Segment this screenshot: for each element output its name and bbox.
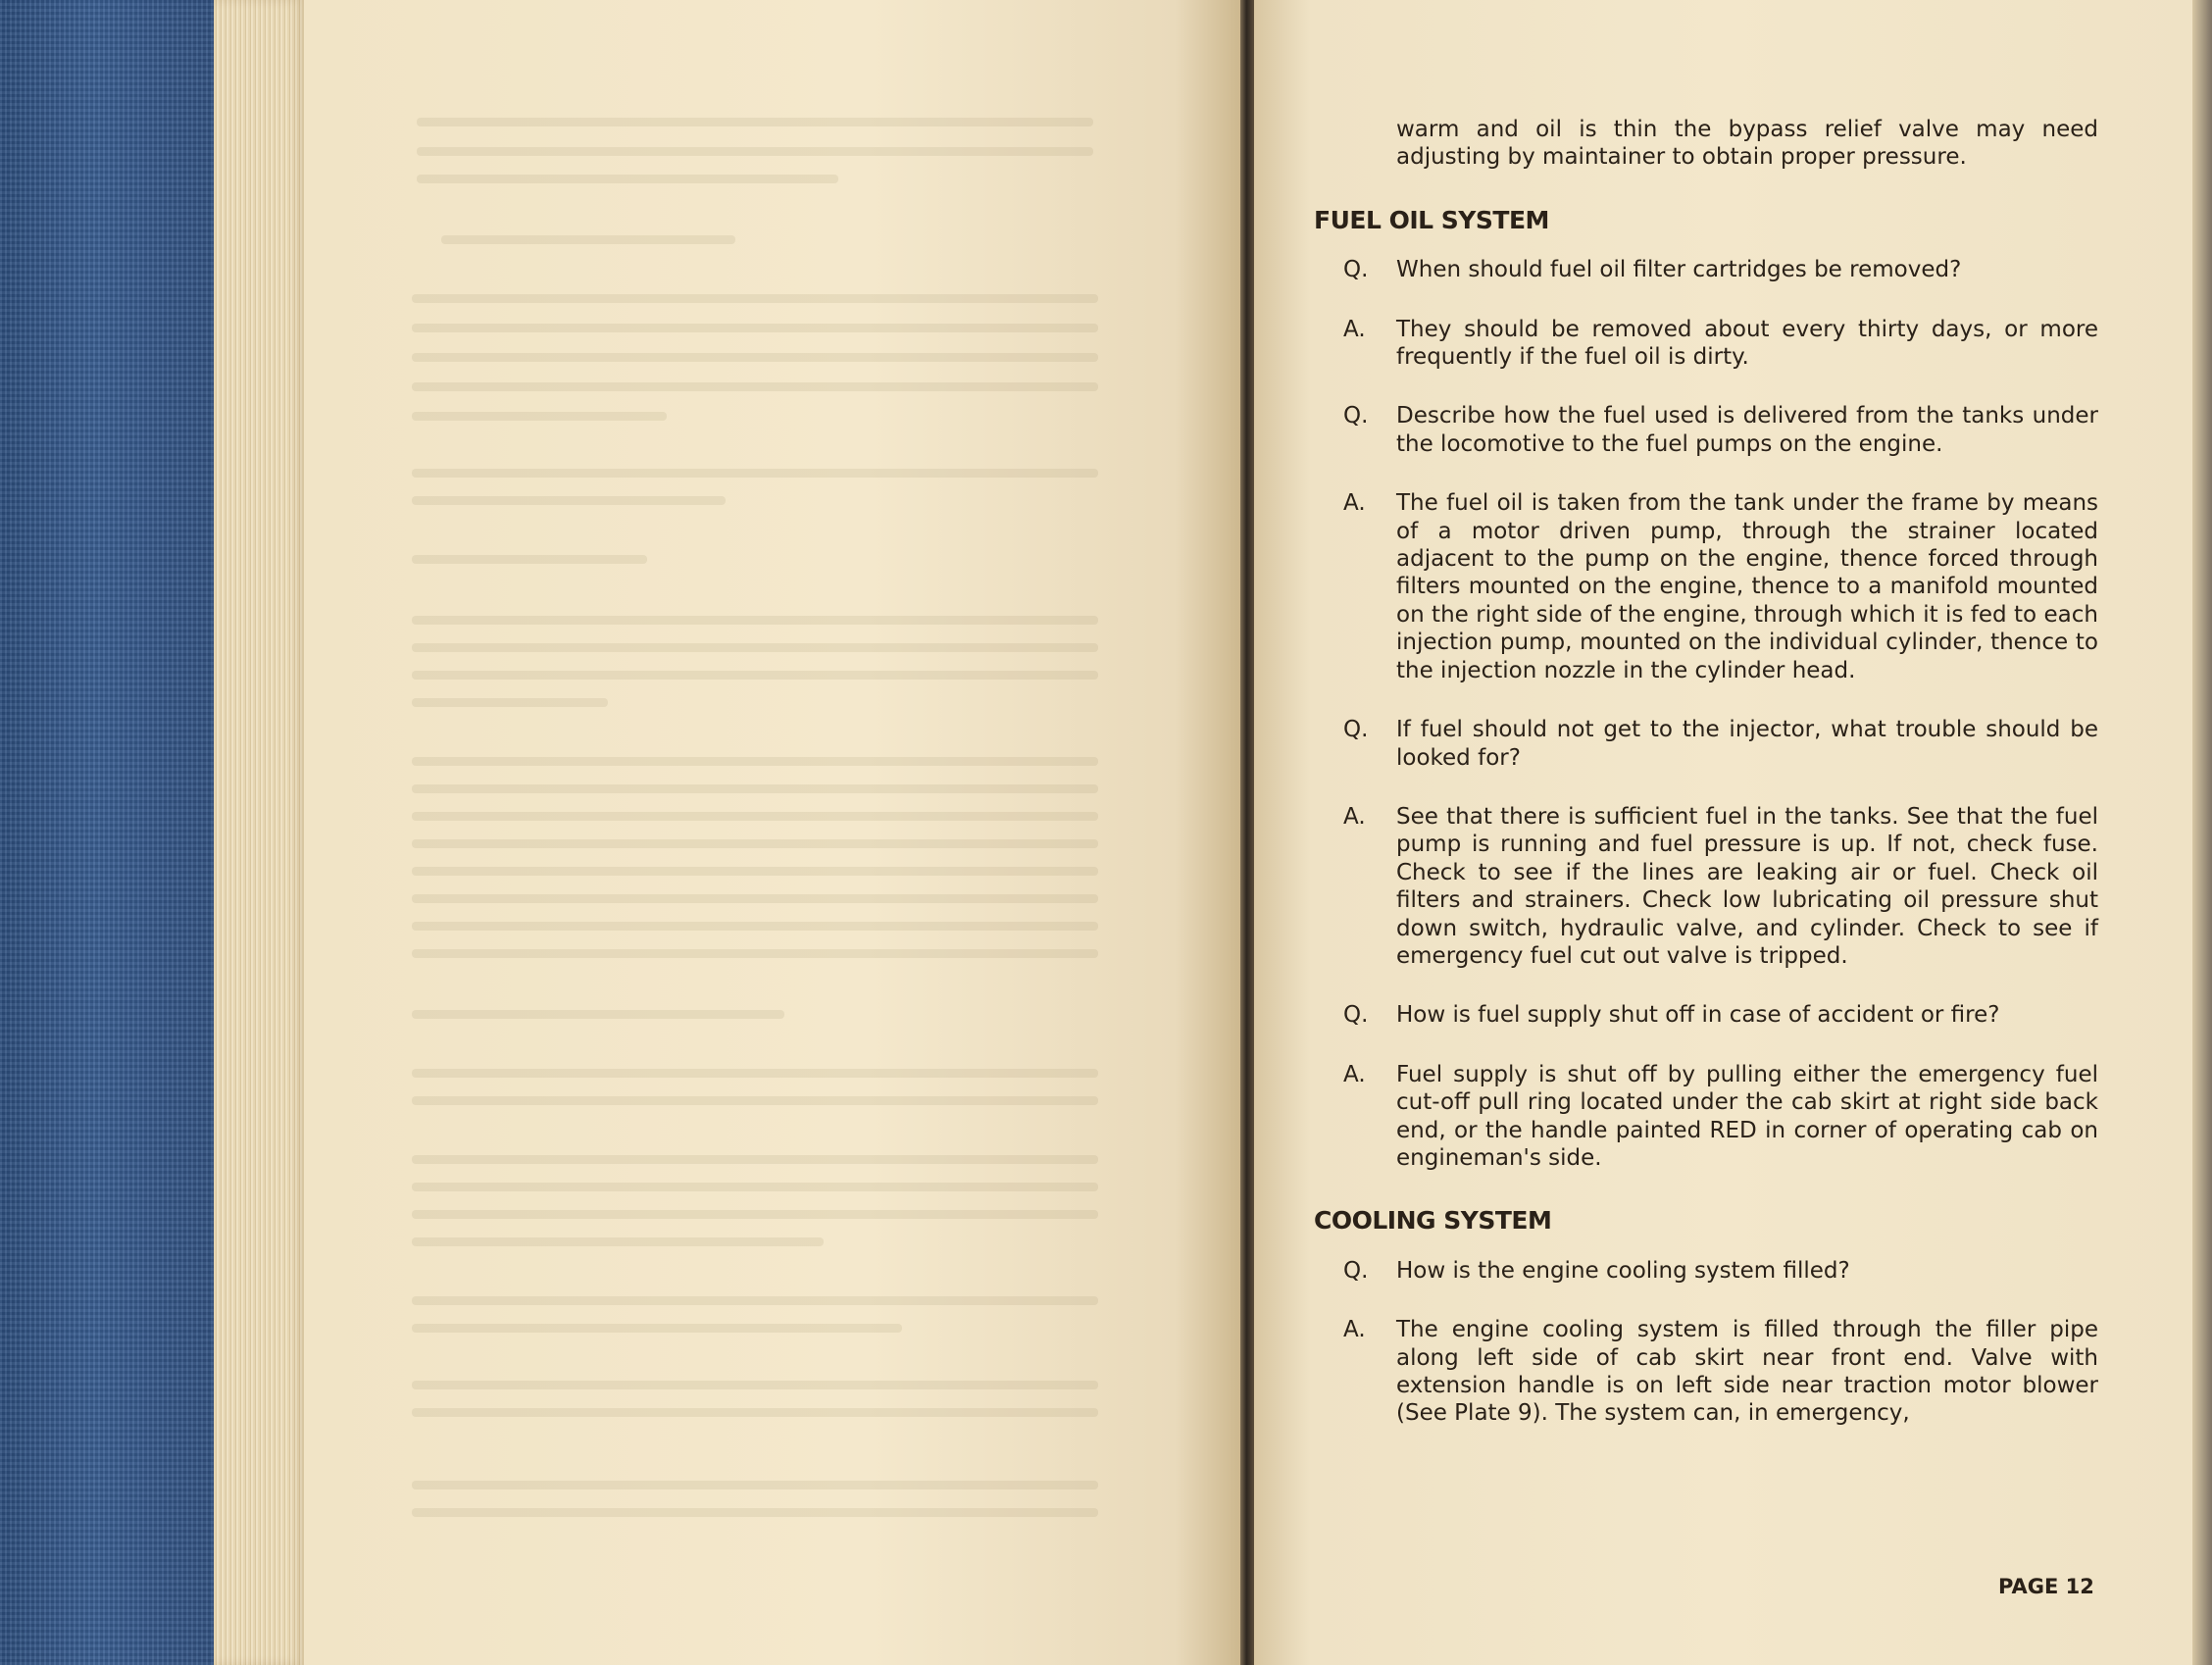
qa-item bbox=[1314, 256, 2098, 283]
bleed-through-line bbox=[412, 1155, 1098, 1164]
qa-item bbox=[1314, 1061, 2098, 1173]
bleed-through-line bbox=[412, 784, 1098, 793]
bleed-through-line bbox=[412, 698, 608, 707]
qa-text: If fuel should not get to the injector, what trouble should be looked for? bbox=[1396, 717, 2098, 771]
left-page bbox=[304, 0, 1240, 1665]
bleed-through-line bbox=[412, 324, 1098, 332]
qa-label: A. bbox=[1343, 1061, 1366, 1087]
qa-label: A. bbox=[1343, 1317, 1366, 1343]
qa-text: See that there is sufficient fuel in the tanks. See that the fuel pump is running and fuel pressure is up. If not, check fuse. Check to see if the lines are leaking air or fuel. Check oil filters and strainers. Check low lubricating oil pressure shut down switch, hydraulic valve, and cylinder. Check to see if emergency fuel cut out valve is tripped. bbox=[1396, 803, 2098, 969]
qa-text: Fuel supply is shut off by pulling either the emergency fuel cut-off pull ring located under the cab skirt at right side back end, or the handle painted RED in corner of operating cab on engineman's side. bbox=[1396, 1061, 2098, 1171]
qa-text: How is fuel supply shut off in case of accident or fire? bbox=[1396, 1002, 2000, 1029]
page-edges bbox=[214, 0, 304, 1665]
page-number: PAGE 12 bbox=[1998, 1575, 2094, 1598]
bleed-through-line bbox=[412, 412, 667, 421]
bleed-through-line bbox=[412, 294, 1098, 303]
bleed-through-line bbox=[412, 1069, 1098, 1078]
qa-text: Describe how the fuel used is delivered from the tanks under the locomotive to the fuel pumps on the engine. bbox=[1396, 403, 2098, 457]
bleed-through-line bbox=[412, 1210, 1098, 1219]
bleed-through-line bbox=[441, 235, 735, 244]
qa-text: How is the engine cooling system filled? bbox=[1396, 1257, 1850, 1284]
qa-label: Q. bbox=[1343, 403, 1369, 429]
qa-label: Q. bbox=[1343, 1002, 1369, 1029]
bleed-through-line bbox=[412, 1508, 1098, 1517]
bleed-through-line bbox=[412, 616, 1098, 625]
bleed-through-line bbox=[412, 643, 1098, 652]
bleed-through-line bbox=[412, 1381, 1098, 1389]
bleed-through-line bbox=[412, 353, 1098, 362]
bleed-through-line bbox=[412, 949, 1098, 958]
bleed-through-line bbox=[417, 147, 1093, 156]
qa-item bbox=[1314, 1257, 2098, 1285]
qa-text: The fuel oil is taken from the tank under the frame by means of a motor driven pump, through the strainer located adjacent to the pump on the engine, thence forced through filters mounted on the engine, thence to a manifold mounted on the right side of the engine, through which it is fed to each injection pump, mounted on the individual cylinder, thence to the injection nozzle in the cylinder head. bbox=[1396, 490, 2098, 683]
qa-item bbox=[1314, 1316, 2098, 1428]
qa-label: A. bbox=[1343, 803, 1366, 830]
bleed-through-line bbox=[412, 1010, 784, 1019]
bleed-through-line bbox=[412, 922, 1098, 931]
bleed-through-line bbox=[412, 867, 1098, 876]
qa-item bbox=[1314, 402, 2098, 458]
section-heading: COOLING SYSTEM bbox=[1314, 1206, 1552, 1236]
bleed-through-line bbox=[412, 839, 1098, 848]
bleed-through-line bbox=[412, 812, 1098, 821]
bleed-through-line bbox=[412, 1324, 902, 1333]
bleed-through-line bbox=[417, 118, 1093, 126]
right-page-edge bbox=[2192, 0, 2212, 1665]
qa-label: A. bbox=[1343, 316, 1366, 342]
qa-text: When should fuel oil filter cartridges be removed? bbox=[1396, 257, 1962, 283]
book-cover-spine bbox=[0, 0, 233, 1665]
bleed-through-line bbox=[412, 1296, 1098, 1305]
bleed-through-line bbox=[412, 1481, 1098, 1489]
section-cooling-system bbox=[1314, 1207, 2098, 1427]
bleed-through-line bbox=[412, 671, 1098, 680]
qa-item bbox=[1314, 803, 2098, 970]
section-fuel-oil-system bbox=[1314, 207, 2098, 1173]
bleed-through-line bbox=[412, 1237, 824, 1246]
qa-item bbox=[1314, 1001, 2098, 1029]
qa-text: The engine cooling system is filled through the filler pipe along left side of cab skirt near front end. Valve with extension handle is on left side near traction motor blower (See Plate 9). The system can, in emergency, bbox=[1396, 1317, 2098, 1427]
qa-label: Q. bbox=[1343, 1257, 1369, 1284]
bleed-through-line bbox=[412, 555, 647, 564]
qa-label: A. bbox=[1343, 490, 1366, 517]
bleed-through-line bbox=[412, 469, 1098, 478]
qa-label: Q. bbox=[1343, 717, 1369, 743]
intro-paragraph: warm and oil is thin the bypass relief valve may need adjusting by maintainer to obtain proper pressure. bbox=[1396, 117, 2098, 171]
right-page-content bbox=[1314, 116, 2098, 1459]
bleed-through-line bbox=[412, 1183, 1098, 1191]
bleed-through-line bbox=[412, 382, 1098, 391]
qa-item bbox=[1314, 716, 2098, 772]
bleed-through-line bbox=[412, 1408, 1098, 1417]
book-gutter bbox=[1240, 0, 1254, 1665]
qa-item bbox=[1314, 489, 2098, 684]
section-heading: FUEL OIL SYSTEM bbox=[1314, 205, 1549, 234]
qa-label: Q. bbox=[1343, 257, 1369, 283]
bleed-through-line bbox=[412, 496, 726, 505]
qa-text: They should be removed about every thirty days, or more frequently if the fuel oil is dirty. bbox=[1396, 316, 2098, 371]
qa-item bbox=[1314, 316, 2098, 372]
bleed-through-line bbox=[417, 175, 838, 183]
bleed-through-line bbox=[412, 1096, 1098, 1105]
bleed-through-line bbox=[412, 894, 1098, 903]
bleed-through-line bbox=[412, 757, 1098, 766]
